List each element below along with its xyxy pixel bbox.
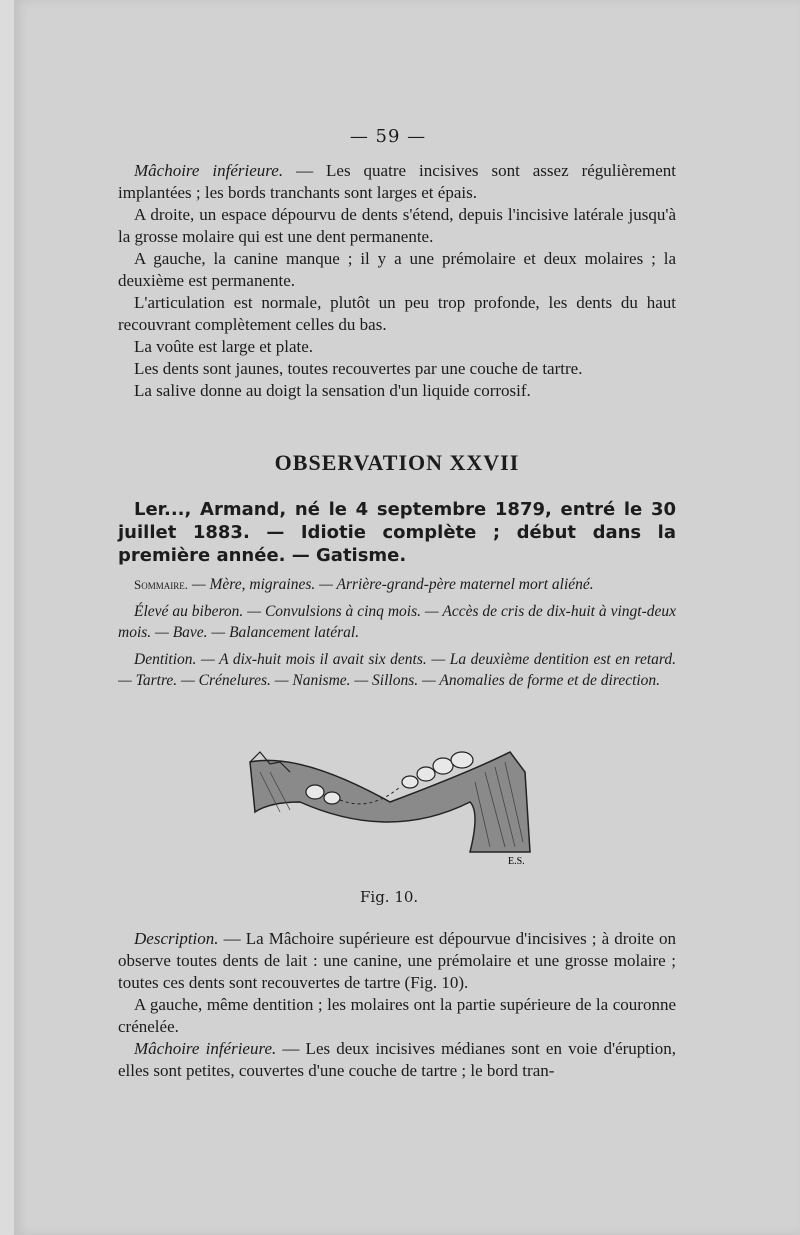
paragraph-dents: Les dents sont jaunes, toutes recouvertes par une couche de tartre. [134, 359, 583, 378]
paragraph-salive: La salive donne au doigt la sensation d'un liquide corrosif. [134, 381, 531, 400]
page-number: — 59 — [349, 126, 427, 147]
summary-paragraph-1 [118, 574, 676, 595]
jaw-figure [240, 742, 540, 872]
inferieure-paragraph [118, 1038, 676, 1082]
paragraph-droite: A droite, un espace dépourvu de dents s'étend, depuis l'incisive latérale jusqu'à la grosse molaire qui est une dent permanente. [118, 205, 676, 246]
paragraph-gauche: A gauche, la canine manque ; il y a une prémolaire et deux molaires ; la deuxième est permanente. [118, 249, 676, 290]
figure-signature: E.S. [508, 856, 525, 867]
after-section [118, 928, 676, 1082]
summary-label: Sommaire. [134, 577, 188, 592]
inferieure-text: — Les deux incisives médianes sont en voie d'éruption, elles sont petites, couvertes d'une couche de tartre ; le bord tran- [118, 1039, 676, 1080]
summary-paragraph-3: Dentition. — A dix-huit mois il avait six dents. — La deuxième dentition est en retard. — Tartre. — Crénelures. — Nanisme. — Sillons. — Anomalies de forme et de direction. [118, 651, 676, 689]
summary-block [118, 574, 676, 691]
description-label: Description. [134, 929, 219, 948]
intro-label: Mâchoire inférieure. [134, 161, 284, 180]
jaw-illustration [240, 742, 540, 872]
gauche-paragraph: A gauche, même dentition ; les molaires ont la partie supérieure de la couronne crénelée. [118, 995, 676, 1036]
observation-section [118, 452, 676, 474]
description-paragraph [118, 928, 676, 994]
summary-paragraph-2: Élevé au biberon. — Convulsions à cinq mois. — Accès de cris de dix-huit à vingt-deux mois. — Bave. — Balancement latéral. [118, 603, 676, 641]
figure-caption: Fig. 10. [360, 888, 419, 906]
description-text: — La Mâchoire supérieure est dépourvue d'incisives ; à droite on observe toutes dents de lait : une canine, une prémolaire et une grosse molaire ; toutes ces dents sont recouvertes de tartre (Fig. 10). [118, 929, 676, 992]
paragraph-voute: La voûte est large et plate. [134, 337, 314, 356]
intro-paragraph [118, 160, 676, 204]
observation-title: Ler..., Armand, né le 4 septembre 1879, entré le 30 juillet 1883. — Idiotie complète ; début dans la première année. — Gatisme. [118, 499, 676, 566]
summary-text-1: — Mère, migraines. — Arrière-grand-père maternel mort aliéné. [187, 576, 594, 593]
intro-text: — Les quatre incisives sont assez régulièrement implantées ; les bords tranchants sont larges et épais. [118, 161, 676, 202]
observation-heading: OBSERVATION XXVII [274, 450, 520, 475]
intro-section [118, 160, 676, 402]
inferieure-label: Mâchoire inférieure. [134, 1039, 277, 1058]
observation-title-block [118, 498, 676, 567]
paragraph-articulation: L'articulation est normale, plutôt un peu trop profonde, les dents du haut recouvrant complètement celles du bas. [118, 293, 676, 334]
